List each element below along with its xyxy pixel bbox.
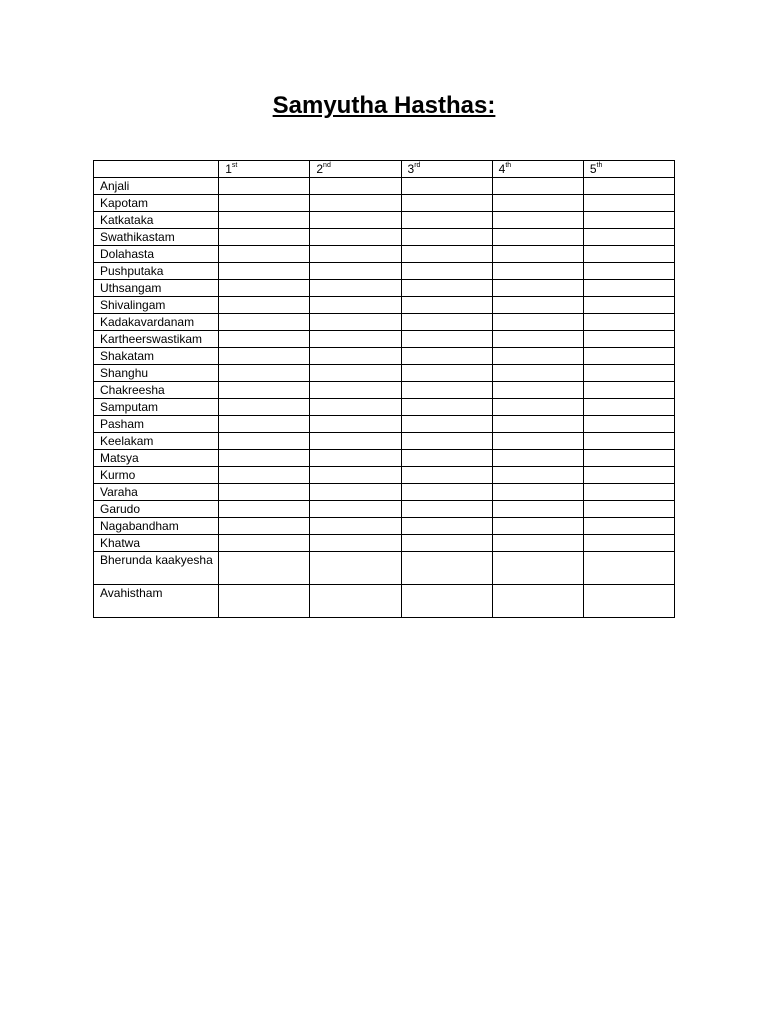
- blank-entry-cell: [401, 484, 492, 501]
- blank-entry-cell: [310, 195, 401, 212]
- blank-entry-cell: [492, 518, 583, 535]
- blank-entry-cell: [401, 518, 492, 535]
- blank-entry-cell: [219, 416, 310, 433]
- blank-entry-cell: [492, 195, 583, 212]
- table-row: [94, 416, 675, 433]
- column-header-number: 4: [498, 162, 506, 176]
- blank-entry-cell: [219, 314, 310, 331]
- table-row: [94, 365, 675, 382]
- blank-entry-cell: [310, 399, 401, 416]
- blank-entry-cell: [583, 212, 674, 229]
- hastha-name-cell: Katkataka: [94, 212, 219, 229]
- table-row: [94, 263, 675, 280]
- blank-entry-cell: [219, 331, 310, 348]
- blank-entry-cell: [583, 246, 674, 263]
- hastha-name-cell: Kartheerswastikam: [94, 331, 219, 348]
- blank-entry-cell: [401, 297, 492, 314]
- column-header-suffix: rd: [414, 162, 421, 169]
- blank-entry-cell: [492, 178, 583, 195]
- blank-entry-cell: [401, 195, 492, 212]
- blank-entry-cell: [219, 348, 310, 365]
- blank-entry-cell: [219, 178, 310, 195]
- blank-entry-cell: [583, 178, 674, 195]
- blank-entry-cell: [310, 467, 401, 484]
- blank-entry-cell: [583, 263, 674, 280]
- blank-entry-cell: [583, 416, 674, 433]
- hastha-name-cell: Swathikastam: [94, 229, 219, 246]
- blank-entry-cell: [219, 552, 310, 585]
- blank-entry-cell: [492, 331, 583, 348]
- blank-entry-cell: [492, 501, 583, 518]
- blank-entry-cell: [310, 585, 401, 618]
- blank-entry-cell: [492, 484, 583, 501]
- blank-entry-cell: [492, 229, 583, 246]
- blank-entry-cell: [310, 535, 401, 552]
- blank-entry-cell: [219, 280, 310, 297]
- blank-entry-cell: [492, 467, 583, 484]
- table-row: [94, 280, 675, 297]
- header-row: [94, 161, 675, 178]
- blank-entry-cell: [219, 399, 310, 416]
- table-row: [94, 399, 675, 416]
- blank-entry-cell: [583, 467, 674, 484]
- table-row: [94, 314, 675, 331]
- hastha-name-cell: Anjali: [94, 178, 219, 195]
- blank-entry-cell: [401, 552, 492, 585]
- blank-entry-cell: [401, 501, 492, 518]
- blank-entry-cell: [401, 331, 492, 348]
- table-row: [94, 178, 675, 195]
- blank-entry-cell: [310, 178, 401, 195]
- blank-entry-cell: [583, 365, 674, 382]
- blank-entry-cell: [401, 467, 492, 484]
- table-row: [94, 246, 675, 263]
- hastha-name-cell: Kapotam: [94, 195, 219, 212]
- table-row: [94, 535, 675, 552]
- blank-entry-cell: [219, 365, 310, 382]
- hastha-name-cell: Matsya: [94, 450, 219, 467]
- hastha-name-cell: Khatwa: [94, 535, 219, 552]
- blank-entry-cell: [583, 501, 674, 518]
- blank-entry-cell: [492, 365, 583, 382]
- column-header-3rd: [401, 161, 492, 178]
- blank-entry-cell: [310, 229, 401, 246]
- hastha-name-cell: Bherunda kaakyesha: [94, 552, 219, 585]
- blank-entry-cell: [583, 297, 674, 314]
- blank-entry-cell: [401, 280, 492, 297]
- header-blank-cell: [94, 161, 219, 178]
- blank-entry-cell: [401, 416, 492, 433]
- blank-entry-cell: [219, 501, 310, 518]
- blank-entry-cell: [583, 552, 674, 585]
- blank-entry-cell: [583, 518, 674, 535]
- column-header-suffix: th: [596, 162, 603, 169]
- blank-entry-cell: [583, 348, 674, 365]
- table-row: [94, 585, 675, 618]
- blank-entry-cell: [583, 450, 674, 467]
- blank-entry-cell: [492, 348, 583, 365]
- table-row: [94, 297, 675, 314]
- blank-entry-cell: [492, 314, 583, 331]
- blank-entry-cell: [583, 331, 674, 348]
- blank-entry-cell: [310, 501, 401, 518]
- hastha-name-cell: Samputam: [94, 399, 219, 416]
- blank-entry-cell: [401, 229, 492, 246]
- column-header-number: 5: [589, 162, 597, 176]
- blank-entry-cell: [401, 450, 492, 467]
- blank-entry-cell: [310, 450, 401, 467]
- blank-entry-cell: [310, 416, 401, 433]
- blank-entry-cell: [310, 382, 401, 399]
- blank-entry-cell: [583, 314, 674, 331]
- table-row: [94, 450, 675, 467]
- blank-entry-cell: [401, 399, 492, 416]
- blank-entry-cell: [492, 552, 583, 585]
- column-header-2nd: [310, 161, 401, 178]
- blank-entry-cell: [219, 212, 310, 229]
- blank-entry-cell: [219, 450, 310, 467]
- hastha-name-cell: Keelakam: [94, 433, 219, 450]
- table-row: [94, 484, 675, 501]
- blank-entry-cell: [219, 263, 310, 280]
- blank-entry-cell: [492, 297, 583, 314]
- blank-entry-cell: [310, 297, 401, 314]
- hastha-name-cell: Pushputaka: [94, 263, 219, 280]
- table-row: [94, 501, 675, 518]
- blank-entry-cell: [310, 246, 401, 263]
- blank-entry-cell: [219, 467, 310, 484]
- blank-entry-cell: [310, 348, 401, 365]
- blank-entry-cell: [492, 416, 583, 433]
- blank-entry-cell: [310, 331, 401, 348]
- hastha-name-cell: Kurmo: [94, 467, 219, 484]
- blank-entry-cell: [219, 535, 310, 552]
- blank-entry-cell: [583, 280, 674, 297]
- blank-entry-cell: [401, 246, 492, 263]
- table-row: [94, 229, 675, 246]
- page-title: Samyutha Hasthas:: [272, 92, 496, 119]
- blank-entry-cell: [310, 518, 401, 535]
- column-header-number: 2: [316, 162, 324, 176]
- blank-entry-cell: [219, 246, 310, 263]
- hastha-name-cell: Varaha: [94, 484, 219, 501]
- blank-entry-cell: [401, 314, 492, 331]
- blank-entry-cell: [401, 365, 492, 382]
- blank-entry-cell: [401, 212, 492, 229]
- column-header-1st: [219, 161, 310, 178]
- blank-entry-cell: [219, 433, 310, 450]
- blank-entry-cell: [219, 195, 310, 212]
- blank-entry-cell: [583, 433, 674, 450]
- blank-entry-cell: [310, 365, 401, 382]
- table-row: [94, 433, 675, 450]
- blank-entry-cell: [219, 585, 310, 618]
- blank-entry-cell: [492, 585, 583, 618]
- blank-entry-cell: [310, 433, 401, 450]
- blank-entry-cell: [492, 399, 583, 416]
- blank-entry-cell: [219, 382, 310, 399]
- blank-entry-cell: [492, 382, 583, 399]
- blank-entry-cell: [492, 450, 583, 467]
- column-header-number: 3: [407, 162, 415, 176]
- column-header-suffix: st: [231, 162, 238, 169]
- blank-entry-cell: [583, 399, 674, 416]
- hastha-name-cell: Uthsangam: [94, 280, 219, 297]
- table-row: [94, 212, 675, 229]
- blank-entry-cell: [583, 382, 674, 399]
- blank-entry-cell: [583, 229, 674, 246]
- hastha-name-cell: Shakatam: [94, 348, 219, 365]
- column-header-number: 1: [225, 162, 232, 176]
- hastha-table: [93, 160, 675, 618]
- hastha-name-cell: Dolahasta: [94, 246, 219, 263]
- blank-entry-cell: [492, 246, 583, 263]
- blank-entry-cell: [310, 314, 401, 331]
- blank-entry-cell: [492, 535, 583, 552]
- hastha-name-cell: Pasham: [94, 416, 219, 433]
- blank-entry-cell: [583, 585, 674, 618]
- blank-entry-cell: [310, 263, 401, 280]
- hastha-name-cell: Garudo: [94, 501, 219, 518]
- blank-entry-cell: [583, 484, 674, 501]
- column-header-suffix: th: [505, 162, 512, 169]
- blank-entry-cell: [583, 535, 674, 552]
- blank-entry-cell: [492, 263, 583, 280]
- blank-entry-cell: [401, 263, 492, 280]
- table-row: [94, 518, 675, 535]
- blank-entry-cell: [310, 280, 401, 297]
- column-header-suffix: nd: [323, 162, 331, 169]
- blank-entry-cell: [401, 433, 492, 450]
- hastha-name-cell: Shivalingam: [94, 297, 219, 314]
- blank-entry-cell: [310, 484, 401, 501]
- table-row: [94, 348, 675, 365]
- table-body: [94, 178, 675, 618]
- table-row: [94, 382, 675, 399]
- table-row: [94, 195, 675, 212]
- blank-entry-cell: [401, 348, 492, 365]
- column-header-4th: [492, 161, 583, 178]
- blank-entry-cell: [401, 382, 492, 399]
- blank-entry-cell: [310, 552, 401, 585]
- blank-entry-cell: [219, 229, 310, 246]
- hastha-name-cell: Kadakavardanam: [94, 314, 219, 331]
- table-row: [94, 331, 675, 348]
- hastha-name-cell: Nagabandham: [94, 518, 219, 535]
- table-row: [94, 552, 675, 585]
- hastha-name-cell: Chakreesha: [94, 382, 219, 399]
- blank-entry-cell: [401, 585, 492, 618]
- table-row: [94, 467, 675, 484]
- column-header-5th: [583, 161, 674, 178]
- blank-entry-cell: [219, 518, 310, 535]
- blank-entry-cell: [492, 433, 583, 450]
- blank-entry-cell: [401, 535, 492, 552]
- hastha-name-cell: Avahistham: [94, 585, 219, 618]
- hastha-name-cell: Shanghu: [94, 365, 219, 382]
- blank-entry-cell: [583, 195, 674, 212]
- blank-entry-cell: [492, 212, 583, 229]
- blank-entry-cell: [219, 484, 310, 501]
- blank-entry-cell: [310, 212, 401, 229]
- blank-entry-cell: [401, 178, 492, 195]
- blank-entry-cell: [219, 297, 310, 314]
- blank-entry-cell: [492, 280, 583, 297]
